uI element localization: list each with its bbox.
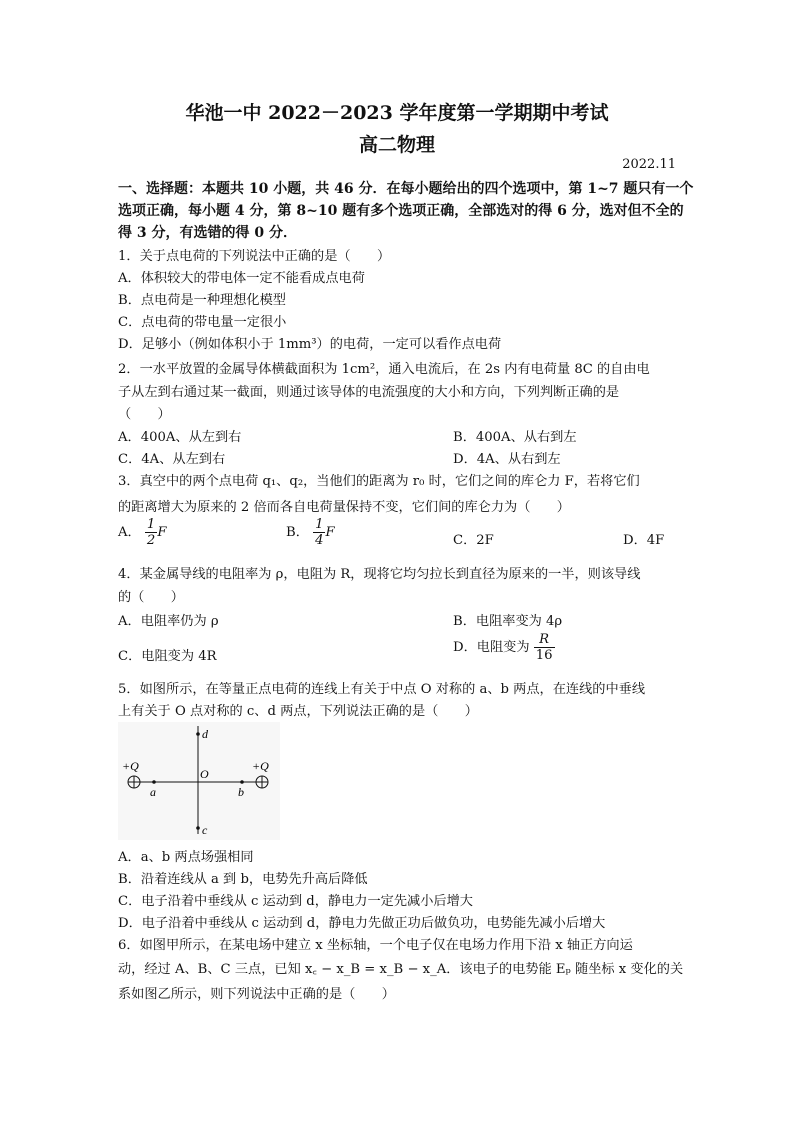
q5-option-c: C．电子沿着中垂线从 c 运动到 d，静电力一定先减小后增大 (118, 894, 473, 909)
q5-option-b: B．沿着连线从 a 到 b，电势先升高后降低 (118, 872, 368, 887)
exam-subtitle: 高二物理 (358, 134, 435, 156)
q1-option-a: A．体积较大的带电体一定不能看成点电荷 (118, 271, 365, 286)
q5-left-charge (128, 776, 140, 788)
q5-label-left-q: +Q (122, 759, 139, 773)
q5-point-c (196, 826, 200, 830)
q1-option-d: D．足够小（例如体积小于 1mm³）的电荷，一定可以看作点电荷 (118, 337, 502, 352)
q3-option-a-label: A． (118, 525, 141, 541)
q3-option-a-denominator: 2 (146, 533, 156, 549)
q2-option-b: B．400A、从右到左 (453, 430, 577, 445)
q2-stem-line-3: （ ） (118, 407, 171, 422)
q6-stem-line-2: 动，经过 A、B、C 三点，已知 x꜀ − x_B = x_B − x_A．该电子的电势能 Eₚ 随坐标 x 变化的关 (118, 962, 684, 977)
q3-option-b-fraction (313, 518, 325, 547)
q4-option-d-label: D．电阻变为 (453, 640, 530, 656)
q4-option-d (453, 633, 555, 662)
q3-stem-line-1: 3．真空中的两个点电荷 q₁、q₂，当他们的距离为 r₀ 时，它们之间的库仑力 F，若将它们 (118, 474, 640, 489)
q3-option-b (286, 518, 335, 547)
q3-option-b-var: F (325, 525, 335, 541)
q4-option-d-numerator: R (534, 633, 555, 648)
q5-label-a: a (150, 785, 156, 799)
q4-stem-line-2: 的（ ） (118, 590, 184, 605)
q3-option-b-numerator: 1 (315, 517, 324, 532)
q4-option-d-fraction (534, 633, 555, 662)
q5-figure (118, 722, 280, 840)
q5-point-d (196, 732, 200, 736)
section-instructions-line-1: 一、选择题：本题共 10 小题，共 46 分．在每小题给出的四个选项中，第 1~7 题只有一个 (118, 181, 694, 197)
q3-option-b-denominator: 4 (315, 533, 324, 549)
exam-title: 华池一中 2022－2023 学年度第一学期期中考试 (185, 102, 609, 124)
q3-option-a (118, 518, 166, 547)
q3-option-a-fraction (145, 518, 157, 547)
section-instructions-line-2: 选项正确，每小题 4 分，第 8~10 题有多个选项正确，全部选对的得 6 分，选对但不全的 (118, 203, 684, 219)
q6-stem-line-3: 系如图乙所示，则下列说法中正确的是（ ） (118, 987, 395, 1002)
q4-option-c: C．电阻变为 4R (118, 649, 217, 664)
q5-option-d: D．电子沿着中垂线从 c 运动到 d，静电力先做正功后做负功，电势能先减小后增大 (118, 916, 606, 931)
q6-stem-line-1: 6．如图甲所示，在某电场中建立 x 坐标轴，一个电子仅在电场力作用下沿 x 轴正方向运 (118, 938, 633, 953)
q5-label-d: d (202, 727, 208, 741)
q5-point-a (152, 780, 156, 784)
q3-option-a-numerator: 1 (146, 517, 156, 532)
q5-label-b: b (238, 785, 244, 799)
q3-option-d: D．4F (623, 533, 665, 548)
q1-stem: 1．关于点电荷的下列说法中正确的是（ ） (118, 249, 391, 264)
q2-stem-line-1: 2．一水平放置的金属导体横截面积为 1cm²，通入电流后，在 2s 内有电荷量 8C 的自由电 (118, 362, 650, 377)
q3-stem-line-2: 的距离增大为原来的 2 倍而各自电荷量保持不变，它们间的库仑力为（ ） (118, 500, 570, 515)
q5-right-charge (256, 776, 268, 788)
q4-option-a: A．电阻率仍为 ρ (118, 614, 219, 629)
q4-option-d-denominator: 16 (535, 648, 553, 664)
q5-label-o: O (200, 767, 209, 781)
q1-option-b: B．点电荷是一种理想化模型 (118, 293, 286, 308)
q2-option-d: D．4A、从右到左 (453, 452, 561, 467)
q4-option-b: B．电阻率变为 4ρ (453, 614, 563, 629)
q1-option-c: C．点电荷的带电量一定很小 (118, 315, 287, 330)
q5-option-a: A．a、b 两点场强相同 (118, 850, 254, 865)
q5-point-b (240, 780, 244, 784)
q2-option-a: A．400A、从左到右 (118, 430, 242, 445)
q5-stem-line-1: 5．如图所示，在等量正点电荷的连线上有关于中点 O 对称的 a、b 两点，在连线的中垂线 (118, 682, 646, 697)
q5-label-right-q: +Q (252, 759, 269, 773)
q5-label-c: c (202, 823, 208, 837)
q3-option-c: C．2F (453, 533, 494, 548)
q2-option-c: C．4A、从左到右 (118, 452, 226, 467)
q2-stem-line-2: 子从左到右通过某一截面，则通过该导体的电流强度的大小和方向，下列判断正确的是 (118, 385, 620, 400)
q3-option-a-var: F (157, 525, 167, 541)
q4-stem-line-1: 4．某金属导线的电阻率为 ρ，电阻为 R，现将它均匀拉长到直径为原来的一半，则该导线 (118, 567, 641, 582)
q5-charge-diagram (118, 722, 280, 840)
q5-stem-line-2: 上有关于 O 点对称的 c、d 两点，下列说法正确的是（ ） (118, 704, 478, 719)
q3-option-b-label: B． (286, 525, 309, 541)
section-instructions-line-3: 得 3 分，有选错的得 0 分． (118, 225, 297, 241)
exam-date: 2022.11 (622, 157, 676, 172)
